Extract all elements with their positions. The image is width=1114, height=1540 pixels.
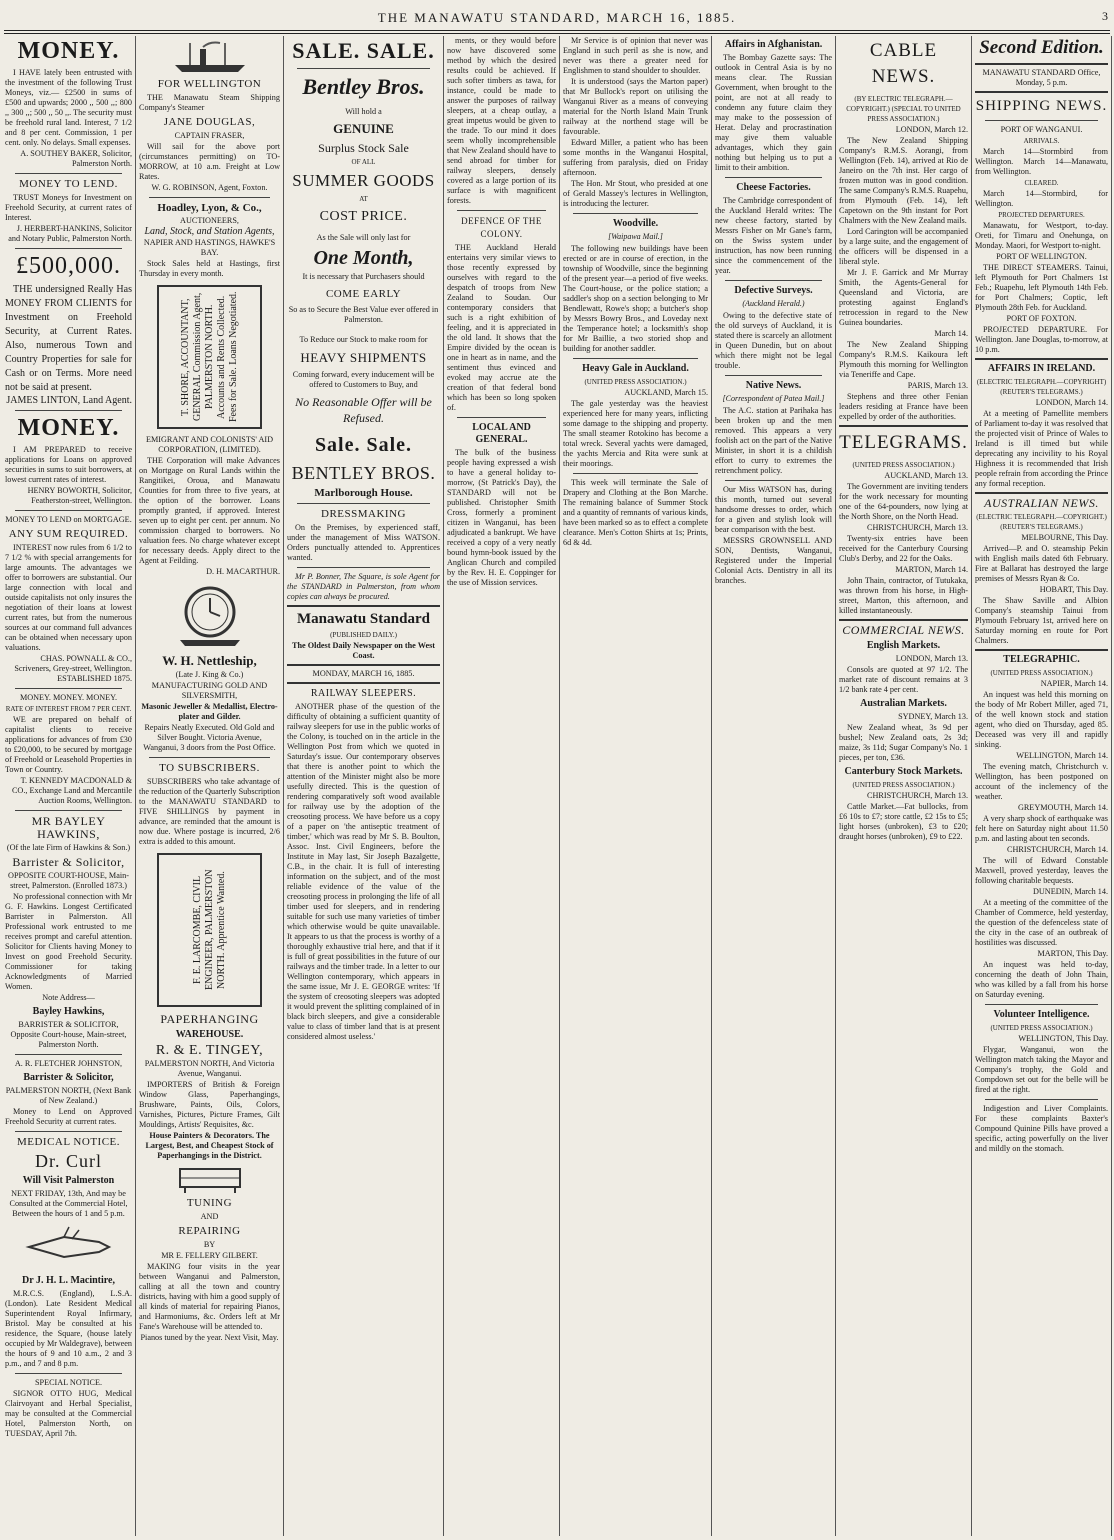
- money2-heading: MONEY.: [17, 415, 120, 441]
- ireland-subheading: (ELECTRIC TELEGRAPH.—COPYRIGHT) (REUTER'S TELEGRAMS.): [976, 378, 1107, 396]
- heavy-gale-text: The gale yesterday was the heaviest experienced here for many years, inflicting some damage to the shipping and property. The small steamer Rotokino has become a total wreck. Several yachts were damaged, the yachts Mercia and Rita were sunk at their moorings.: [563, 399, 708, 468]
- ship-heading: FOR WELLINGTON: [157, 78, 262, 90]
- tele-text: The Government are inviting tenders for the work necessary for mounting one of the 64-pounders, now lying at the North Shore, on the North Head.: [839, 482, 968, 521]
- defect-subheading: (Auckland Herald.): [742, 299, 805, 308]
- tuning-end: Pianos tuned by the year. Next Visit, May.: [140, 1333, 279, 1342]
- cheese-text: The Cambridge correspondent of the Auckland Herald writes: The new cheese factory, started by Messrs Fisher on Mr Gane's farm, on the Swiss system under instruction, has now been running since the commencement of the year.: [715, 196, 832, 275]
- tele-subheading: (UNITED PRESS ASSOCIATION.): [852, 461, 955, 469]
- tuning-text: MAKING four visits in the year between Wanganui and Palmerston, calling at all the town and country districts, having with him a good supply of all kinds of material for repairing Pianos, and Harmoniums, &c. Orders left at Mr Fane's Warehouse will be attended to.: [139, 1262, 280, 1331]
- purchase-text: It is necessary that Purchasers should: [302, 272, 425, 281]
- local-text: The bulk of the business people having expressed a wish to have a general holiday to-morrow, (St Patrick's Day), the STANDARD will not be published. Christopher Smith Cross, formerly a prominent citizen in Wanganui, has been adjudicated a bankrupt. We have received a copy of a very neatly bound hymn-book issued by the Anglican Church and compiled by the Rev. H. E. Coppinger for the use of Mission services.: [447, 448, 556, 587]
- nettle-heading: W. H. Nettleship,: [162, 653, 257, 668]
- tele-heading: TELEGRAMS.: [839, 432, 968, 453]
- col5-text-a: Mr Service is of opinion that never was England in such peril as she is now, and never was there a greater need for Englishmen to stand shoulder to shoulder.: [563, 36, 708, 75]
- telegraphic-place-5: DUNEDIN, March 14.: [1032, 887, 1108, 896]
- masthead: [0, 0, 1114, 30]
- native-text: The A.C. station at Parihaka has been broken up and the men removed. This appears a very foolish act on the part of the Native Minister, in short it is a childish effort to curry to extremes the retrenchment policy.: [715, 406, 832, 475]
- defence-text: THE Auckland Herald entertains very similar views to those recently expressed by ourselves with regard to the despatch of troops from New Zealand to Soudan. Our contemporary considers that such is a right exhibition of feeling, and it is appreciated in the old land. It shows that the Empire divided by the ocean is one in heart as in name, and the sentiment thus evinced and evoked may accrue ate the creation of that federal bond which has been so long spoken of.: [447, 243, 556, 412]
- defect-heading: Defective Surveys.: [734, 285, 813, 296]
- month-label: One Month,: [313, 247, 414, 269]
- tingey-heading: R. & E. TINGEY,: [155, 1043, 264, 1058]
- summer-label: SUMMER GOODS: [292, 171, 435, 190]
- cleared-text: March 14—Stormbird, for Wellington.: [975, 189, 1108, 208]
- masthead-rule-2: [4, 33, 1110, 34]
- volunteer-subheading: (UNITED PRESS ASSOCIATION.): [990, 1024, 1093, 1032]
- paper-name: Manawatu Standard: [297, 611, 430, 627]
- tele-place-2: CHRISTCHURCH, March 13.: [867, 523, 968, 532]
- divider: [287, 605, 440, 607]
- aus-news-subheading: (ELECTRIC TELEGRAPH.—COPYRIGHT.) (REUTER'S TELEGRAMS.): [976, 513, 1107, 531]
- telegraphic-text-5: At a meeting of the committee of the Chamber of Commerce, held yesterday, the question of the defenceless state of the city in the case of an outbreak of hostilities was discussed.: [975, 898, 1108, 947]
- afghan-text: The Bombay Gazette says: The outlook in Central Asia is by no means clear. The Russian Government, when brought to the point, are not at all ready to condemn any future claim they may make to the possession of Herat. Delay and procrastination may give them valuable advantages, which they gain nothing but helping us to put a limit to their ambition.: [715, 53, 832, 172]
- money-heading: MONEY.: [17, 38, 120, 64]
- divider: [15, 173, 122, 174]
- cable-subheading: (BY ELECTRIC TELEGRAPH.—COPYRIGHT.) (SPECIAL TO UNITED PRESS ASSOCIATION.): [846, 95, 961, 123]
- tele-place-3: MARTON, March 14.: [895, 565, 968, 574]
- eng-place: LONDON, March 13.: [895, 654, 968, 663]
- sale-heading: SALE. SALE.: [292, 38, 435, 63]
- hoadley-subheading-2: Land, Stock, and Station Agents,: [144, 226, 275, 237]
- port-wellington-heading: PORT OF WELLINGTON.: [996, 252, 1087, 261]
- divider: [457, 210, 546, 211]
- ireland-text: At a meeting of Parnellite members of Parliament to-day it was resolved that the projected visit of Prince of Wales to Ireland is ill timed but while deprecating any incivility to his Royal Highness it is recommended that Irish people refrain from according the Prince any formal reception.: [975, 409, 1108, 488]
- shore-ad-text: T. SHORE, ACCOUNTANT, GENERAL Commission Agent, PALMERSTON NORTH. Accounts and Rents Collected. Fees for Sale. Loans Negotiated.: [179, 291, 239, 423]
- come-early-label: COME EARLY: [325, 288, 402, 300]
- divider: [297, 68, 430, 69]
- secure-text: So as to Secure the Best Value ever offered in Palmerston.: [288, 305, 439, 324]
- bentley-heading: Bentley Bros.: [302, 74, 425, 99]
- telegraphic-place-6: MARTON, This Day.: [1037, 949, 1108, 958]
- col5-text-d: The Hon. Mr Stout, who presided at one of Gerald Massey's lectures in Wellington, is introducing the lecturer.: [563, 179, 708, 208]
- bayley-heading: MR BAYLEY HAWKINS,: [31, 814, 106, 841]
- tele-text-3: John Thain, contractor, of Tutukaka, was thrown from his horse, in High-street, Marton, this afternoon, and killed instantaneously.: [839, 576, 968, 615]
- surplus-label: Surplus Stock Sale: [318, 141, 409, 155]
- lend-heading: MONEY TO LEND.: [19, 178, 118, 190]
- projected-label: PROJECTED DEPARTURES.: [998, 211, 1085, 219]
- cable-place-3: PARIS, March 13.: [907, 381, 968, 390]
- divider: [15, 510, 122, 511]
- tuning-heading: TUNING: [186, 1197, 233, 1209]
- dress-text: On the Premises, by experienced staff, under the management of Miss WATSON. Orders punctually attended to. Apprentices wanted.: [287, 523, 440, 562]
- bayley-subheading: (Of the late Firm of Hawkins & Son.): [6, 843, 131, 852]
- divider: [15, 810, 122, 811]
- heavy-gale-place: AUCKLAND, March 15.: [624, 388, 708, 397]
- second-edition-heading: Second Edition.: [979, 37, 1104, 58]
- cost-label: COST PRICE.: [319, 209, 408, 224]
- cable-text: The New Zealand Shipping Company's R.M.S. Aorangi, from Wellington (Feb. 14), arrived at Rio de Janeiro on the 7th inst. Her cargo of frozen mutton was in good condition. The same Company's R.M.S. Ruapehu, from Plymouth (Feb. 14), left Capetown on the 9th instant for Port Chalmers with the New Zealand mails.: [839, 136, 968, 225]
- paper-subheading: WAREHOUSE.: [175, 1029, 244, 1040]
- ship-name: JANE DOUGLAS,: [163, 116, 256, 128]
- piano-icon: [175, 1164, 245, 1194]
- native-heading: Native News.: [745, 380, 802, 391]
- clock-illustration: [160, 580, 260, 650]
- special-text: SIGNOR OTTO HUG, Medical Clairvoyant and Herbal Specialist, may be consulted at the Commercial Hotel, Palmerston North, on TUESDAY, April 7th.: [5, 1389, 132, 1438]
- bayley-text: No professional connection with Mr G. F. Hawkins. Longest Certificated Barrister in Palmerston. All Professional work entrusted to me receives prompt and careful attention. Solicitor for Clients having Money to Invest on good Freehold Security. Commissioner for taking Acknowledgments of Married Women.: [5, 892, 132, 991]
- linton-text: THE undersigned Really Has MONEY FROM CLIENTS for Investment on Freehold Security, at Current Rates. Also, numerous Town and Country Properties for sale for Cash or on Terms. More need not be said at present.: [5, 284, 132, 393]
- bentley-text: Will hold a: [345, 107, 382, 116]
- port-wellington-text: THE DIRECT STEAMERS. Tainui, left Plymouth for Port Chalmers 1st Feb.; Ruapehu, left Plymouth 14th Feb. for Port Chalmers; Coptic, left Plymouth 28th Feb. for Auckland.: [975, 263, 1108, 312]
- mmm-text: WE are prepared on behalf of capitalist clients to receive applications for advances of from £30 to £20,000, to be secured by mortgage of Freehold or Leasehold Properties in Town or Country.: [5, 715, 132, 774]
- tuning-name: MR E. FELLERY GILBERT.: [161, 1251, 258, 1260]
- telegraphic-place-4: CHRISTCHURCH, March 14.: [1007, 845, 1108, 854]
- ship-captain: CAPTAIN FRASER,: [174, 131, 245, 140]
- medical-heading: MEDICAL NOTICE.: [16, 1136, 121, 1148]
- col4-text-a: ments, or they would before now have discovered some method by which the desired results could be achieved. If such softer timbers as tawa, for instance, could be made to answer the purposes of railway sleepers, at a cheap outlay, a great impetus would be given to the trade. To our mind it does seem wholly incomprehensible that New Zealand should have to send abroad for timber for railway sleepers, densely covered as a large portion of its surface is with magnificent forests.: [447, 36, 556, 205]
- divider: [975, 492, 1108, 494]
- col5-text-c: Edward Miller, a patient who has been some months in the Wanganui Hospital, suffering from paralysis, died on Friday afternoon.: [563, 138, 708, 177]
- divider: [985, 1004, 1098, 1005]
- lend-signature: J. HERBERT-HANKINS, Solicitor and Notary Public, Palmerston North.: [8, 224, 132, 243]
- money-signature: A. SOUTHEY BAKER, Solicitor, Palmerston North.: [20, 149, 132, 168]
- cant-text: Cattle Market.—Fat bullocks, from £6 10s to £7; store cattle, £2 15s to £5; light horses (unbroken), £3 to £20; draught horses (unbroken), £9 to £22.: [839, 802, 968, 841]
- marlborough-label: Marlborough House.: [314, 487, 413, 499]
- reduce-text: To Reduce our Stock to make room for: [299, 335, 428, 344]
- mortgage-heading: MONEY TO LEND on MORTGAGE.: [5, 515, 132, 524]
- telegraphic-subheading: (UNITED PRESS ASSOCIATION.): [990, 669, 1093, 677]
- eng-heading: English Markets.: [866, 640, 941, 651]
- native-subheading: [Correspondent of Patea Mail.]: [722, 394, 825, 403]
- afghan-heading: Affairs in Afghanistan.: [724, 39, 823, 50]
- curl-heading: Dr. Curl: [34, 1151, 102, 1171]
- cable-text-3: Mr J. F. Garrick and Mr Murray Smith, the Agents-General for Queensland and Victoria, are protesting against England's retrocession in regard to the New Guinea boundaries.: [839, 268, 968, 327]
- fletcher-subheading: Barrister & Solicitor,: [23, 1072, 114, 1083]
- page-number: 3: [1102, 9, 1108, 23]
- divider: [725, 480, 822, 481]
- bayley-firm-address: BARRISTER & SOLICITOR, Opposite Court-house, Main-street, Palmerston North.: [10, 1020, 127, 1049]
- comm-heading: COMMERCIAL NEWS.: [842, 623, 965, 637]
- arrivals-label: ARRIVALS.: [1023, 137, 1060, 145]
- divider: [573, 213, 698, 214]
- divider: [839, 619, 968, 621]
- column-1: [2, 36, 136, 1536]
- wood-subheading: [Waipawa Mail.]: [608, 232, 663, 241]
- nettle-text-2: Masonic Jeweller & Medallist, Electro-plater and Gilder.: [141, 702, 278, 721]
- subs-text: SUBSCRIBERS who take advantage of the reduction of the Quarterly Subscription to the MANAWATU STANDARD to FIVE SHILLINGS by payment in advance, are reminded that the amount is now due. Where postage is incurred, 2/6 extra is added to this amount.: [139, 777, 280, 846]
- curl-subheading: Will Visit Palmerston: [22, 1175, 115, 1186]
- subs-heading: TO SUBSCRIBERS.: [159, 762, 260, 774]
- mac-text: M.R.C.S. (England), L.S.A. (London). Late Resident Medical Superintendent Royal Infirmary, Bristol. May be consulted at his residence, the Square, (house lately occupied by Mr Waldegrave), between the hours of 9 and 10 a.m., 2 and 3 p.m., and 7 and 8 p.m.: [5, 1289, 132, 1368]
- bayley-note: Note Address—: [42, 993, 95, 1002]
- nettle-text: MANUFACTURING GOLD AND SILVERSMITH,: [151, 681, 268, 700]
- indigestion-text: Indigestion and Liver Complaints. For these complaints Baxter's Compound Quinine Pills have proved a specific, acting powerfully on the liver and mildly on the stomach.: [975, 1104, 1108, 1153]
- mac-heading: Dr J. H. L. Macintire,: [22, 1275, 115, 1286]
- hoadley-heading: Hoadley, Lyon, & Co.,: [157, 202, 262, 214]
- projected-text: Manawatu, for Westport, to-day. Oreti, for Timaru and Onehunga, on Monday. Maori, for Westport to-night.: [975, 221, 1108, 250]
- divider: [297, 567, 430, 568]
- bayley-address: OPPOSITE COURT-HOUSE, Main-street, Palmerston. (Enrolled 1873.): [8, 871, 129, 890]
- eng-text: Consols are quoted at 97 1/2. The market rate of discount remains at 3 1/2 bank rate 4 per cent.: [839, 665, 968, 694]
- aus-news-place: MELBOURNE, This Day.: [1021, 533, 1108, 542]
- ship-text-2: Will sail for the above port (circumstances permitting) on TO-MORROW, at 10 a.m. Freight at Low Rates.: [139, 142, 280, 181]
- divider: [985, 120, 1098, 121]
- cable-text-2: Lord Carington will be accompanied by a large suite, and the engagement of the officers will be dispensed in a liberal style.: [839, 227, 968, 266]
- telegraphic-place: NAPIER, March 14.: [1040, 679, 1108, 688]
- aus-market-place: SYDNEY, March 13.: [898, 712, 968, 721]
- office-line: MANAWATU STANDARD Office, Monday, 5 p.m.: [982, 68, 1101, 87]
- hoadley-address: NAPIER AND HASTINGS, HAWKE'S BAY.: [143, 238, 276, 257]
- port-foxton-heading: PORT OF FOXTON.: [1006, 314, 1077, 323]
- tuning-repairing: REPAIRING: [178, 1225, 241, 1237]
- divider: [975, 91, 1108, 93]
- cable-place-2: March 14.: [934, 329, 968, 338]
- defence-heading: DEFENCE OF THE COLONY.: [461, 216, 542, 239]
- telegraphic-text-6: An inquest was held to-day, concerning the death of John Thain, who was killed by a fall from his horse on Saturday evening.: [975, 960, 1108, 999]
- sale-sale-label: Sale. Sale.: [314, 434, 413, 456]
- heavy-gale-heading: Heavy Gale in Auckland.: [582, 363, 689, 374]
- rail-text: ANOTHER phase of the question of the difficulty of obtaining a sufficient quantity of railway sleepers for use in the public works of the Colony, is touched on in the article in the Wellington Post from which we quoted in Saturday's issue. Our contemporary observes that there is another point to which the attention of the Minister might also be more usefully directed. This is the question of rendering comparatively soft wood available for railway use by the adoption of the creosoting process. We have before us a copy of a paper on 'the antiseptic treatment of timber,' which was read by Mr S. B. Boulton, Assoc. Inst. Civil Engineers, before the Institute in May last, Sir Joseph Bazalgette, C.B., in the chair. It is full of interesting information on the subject, and of the most reliable evidence of the value of the creosoting process in prolonging the life of all timber used for sleepers, and in rendering suitable for such use many varieties of timber which otherwise would be quite unavailable. It appears to us that the process is worthy of a thoroughly exhaustive trial here, and that if it is full of great possibilities in the future of our railways and the timber trade. In a letter to our Wellington contemporary, which appears in the same issue, Mr J. E. GEORGE writes: 'If the system of creosoting sleepers was adopted it would prevent the splitting complained of in black birch sleepers, and give a considerable value to class of timber land that is at present considered almost useless.': [287, 702, 440, 1041]
- divider: [287, 664, 440, 666]
- divider: [725, 177, 822, 178]
- curl-text: NEXT FRIDAY, 13th, And may be Consulted at the Commercial Hotel, Between the hours of 1 and 5 p.m.: [9, 1189, 128, 1218]
- divider: [15, 410, 122, 411]
- heavy-gale-subheading: (UNITED PRESS ASSOCIATION.): [584, 378, 687, 386]
- cleared-label: CLEARED.: [1024, 179, 1059, 187]
- shipping-heading: SHIPPING NEWS.: [975, 98, 1108, 114]
- bentley-bros-label: BENTLEY BROS.: [291, 463, 436, 483]
- masthead-rule: [4, 30, 1110, 31]
- divider: [15, 688, 122, 689]
- divider: [149, 757, 270, 758]
- at-label: AT: [359, 195, 368, 203]
- month-text: As the Sale will only last for: [316, 233, 411, 242]
- column-7: [836, 36, 972, 1536]
- mmm-heading: MONEY. MONEY. MONEY.: [19, 693, 118, 702]
- coming-text: Coming forward, every inducement will be offered to Customers to Buy, and: [292, 370, 435, 389]
- agent-note: Mr P. Bonner, The Square, is sole Agent for the STANDARD in Palmerston, from whom copies can always be procured.: [287, 572, 440, 601]
- cant-subheading: (UNITED PRESS ASSOCIATION.): [852, 781, 955, 789]
- port-wanganui-heading: PORT OF WANGANUI.: [1000, 125, 1083, 134]
- emig-text: THE Corporation will make Advances on Mortgage on Rural Lands within the Rangitikei, Oroua, and Manawatu Counties for from three to five years, at the option of the borrower. Loans promptly granted, if approved. Interest seven up to eight per cent. per annum. No commission charged to borrowers. No valuation fees. No charge whatever except for necessary deeds. Apply direct to the Agent at Feilding.: [139, 456, 280, 565]
- wood-heading: Woodville.: [612, 218, 659, 229]
- money-text: I HAVE lately been entrusted with the investment of the following Trust Moneys, viz.— £2500 in sums of £500 and upwards; 2000 ,, 500 ,,; 800 ,, 300 ,,; 500 ,, 50 ,,. The security must be freehold rural land. Interest, 7 1/2 and 8 per cent. Commission, 1 per cent. only. No delays. Small expenses.: [5, 68, 132, 147]
- tele-place: AUCKLAND, March 13.: [884, 471, 968, 480]
- aus-news-place-2: HOBART, This Day.: [1039, 585, 1108, 594]
- dentist-text: MESSRS GROWNSELL AND SON, Dentists, Wanganui, Registered under the Imperial Colonial Acts. Dentistry in all its branches.: [715, 536, 832, 585]
- volunteer-heading: Volunteer Intelligence.: [993, 1009, 1090, 1020]
- ship-signature: W. G. ROBINSON, Agent, Foxton.: [151, 183, 268, 192]
- cable-place: LONDON, March 12.: [895, 125, 968, 134]
- column-3: [284, 36, 444, 1536]
- telegraphic-text-3: A very sharp shock of earthquake was felt here on Saturday night about 11.50 p.m. and lasting about ten seconds.: [975, 814, 1108, 843]
- col5-last-text: This week will terminate the Sale of Drapery and Clothing at the Bon Marche. The remaining balance of Summer Stock and a quantity of remnants of various kinds, have been marked so as to effect a complete clearance. Men's Cotton Shirts at 1s; Prints, 6d & 4d.: [563, 478, 708, 547]
- ship-text: THE Manawatu Steam Shipping Company's Steamer: [139, 93, 280, 112]
- ireland-heading: AFFAIRS IN IRELAND.: [987, 363, 1096, 374]
- emig-signature: D. H. MACARTHUR.: [206, 567, 280, 576]
- masthead-title: THE MANAWATU STANDARD, MARCH 16, 1885.: [377, 10, 737, 25]
- telegraphic-place-3: GREYMOUTH, March 14.: [1017, 803, 1108, 812]
- money2-signature: HENRY BOWORTH, Solicitor, Featherston-street, Wellington.: [27, 486, 132, 505]
- divider: [15, 1131, 122, 1132]
- column-5: [560, 36, 712, 1536]
- volunteer-place: WELLINGTON, This Day.: [1018, 1034, 1108, 1043]
- column-8: [972, 36, 1112, 1536]
- defect-text: Owing to the defective state of the old surveys of Auckland, it is stated there is scarcely an allotment in Queen Dunedin, but on about which there might not be legal trouble.: [715, 311, 832, 370]
- aus-news-text-2: The Shaw Saville and Albion Company's steamship Tainui from Plymouth February 1st, arrived here on Saturday morning en route for Port Chalmers.: [975, 596, 1108, 645]
- required-signature: CHAS. POWNALL & CO., Scriveners, Grey-street, Wellington. ESTABLISHED 1875.: [14, 654, 132, 683]
- of-all-label: OF ALL: [351, 158, 376, 166]
- lend-text: TRUST Moneys for Investment on Freehold Security, at current rates of Interest.: [5, 193, 132, 222]
- arrivals-text: March 14—Stormbird from Wellington. March 14—Manawatu, from Wellington.: [975, 147, 1108, 176]
- nettle-text-3: Repairs Neatly Executed. Old Gold and Silver Bought. Victoria Avenue, Wanganui, 3 doors from the Post Office.: [143, 723, 276, 752]
- wood-text: The following new buildings have been erected or are in course of erection, in the township of Woodville, since the beginning of the present year—a period of five weeks. The Court-house, or the police station; a saddler's shop on a section belonging to Mr Bendlewatt, Rowe's shop; a butcher's shop by Messrs Bowry Bros., and Loveday next the Temperance hotel; a locksmith's shop for Mr Baillie, a two storied shop and building for another saddler.: [563, 244, 708, 353]
- col6-bottom-text: Our Miss WATSON has, during this month, turned out several handsome dresses to order, which for a given and stylish look will bear comparison with the best.: [715, 485, 832, 534]
- fletcher-address: PALMERSTON NORTH, (Next Bank of New Zealand.): [5, 1086, 132, 1105]
- column-4: [444, 36, 560, 1536]
- special-heading: SPECIAL NOTICE.: [34, 1378, 102, 1387]
- aus-market-text: New Zealand wheat, 3s 9d per bushel; New Zealand oats, 2s 3d; maize, 3s 11d; Sugar Company's No. 1 pieces, per ton, £36.: [839, 723, 968, 762]
- cable-text-4: The New Zealand Shipping Company's R.M.S. Kaikoura left Plymouth this morning for Wellington via Teneriffe and Cape.: [839, 340, 968, 379]
- nettle-subheading: (Late J. King & Co.): [175, 670, 244, 679]
- hand-pointing-icon: [24, 1222, 114, 1272]
- bayley-firm: Bayley Hawkins,: [32, 1006, 105, 1017]
- tingey-text-2: House Painters & Decorators. The Largest, Best, and Cheapest Stock of Paperhangings in the District.: [145, 1131, 274, 1160]
- fletcher-text: Money to Lend on Approved Freehold Security at current rates.: [5, 1107, 132, 1126]
- column-6: [712, 36, 836, 1536]
- cable-heading: CABLE NEWS.: [869, 40, 938, 87]
- hoadley-subheading: AUCTIONEERS,: [180, 216, 239, 225]
- divider: [725, 375, 822, 376]
- column-2: [136, 36, 284, 1536]
- tingey-text: IMPORTERS of British & Foreign Window Glass, Paperhangings, Brushware, Paints, Oils, Colors, Varnishes, Pictures, Picture Frames, Gilt Mouldings, Artists' Requisites, &c.: [139, 1080, 280, 1129]
- paper-published: (PUBLISHED DAILY.): [330, 631, 397, 639]
- rail-heading: RAILWAY SLEEPERS.: [310, 688, 417, 699]
- larcombe-ad-text: F. E. LARCOMBE, CIVIL ENGINEER, PALMERSTON NORTH. Apprentice Wanted.: [191, 869, 227, 991]
- divider: [839, 425, 968, 427]
- genuine-label: GENUINE: [333, 121, 394, 136]
- hoadley-text: Stock Sales held at Hastings, first Thursday in every month.: [139, 259, 280, 278]
- divider: [287, 682, 440, 684]
- cheese-heading: Cheese Factories.: [736, 182, 811, 193]
- divider: [985, 1099, 1098, 1100]
- mmm-subheading: RATE OF INTEREST FROM 7 PER CENT.: [5, 705, 132, 713]
- no-offer-label: No Reasonable Offer will be Refused.: [295, 395, 432, 425]
- aus-market-heading: Australian Markets.: [860, 698, 947, 709]
- cant-heading: Canterbury Stock Markets.: [844, 766, 963, 777]
- bayley-heading-2: Barrister & Solicitor,: [12, 855, 125, 869]
- divider: [573, 358, 698, 359]
- local-heading: LOCAL AND GENERAL.: [472, 422, 531, 445]
- divider: [975, 63, 1108, 65]
- larcombe-ad-box: [157, 853, 262, 1007]
- divider: [975, 649, 1108, 651]
- telegraphic-text: An inquest was held this morning on the body of Mr Robert Miller, aged 71, of the well known stock and station agent, who died on Thursday, aged 85. Deceased was very ill and rapidly sinking.: [975, 690, 1108, 749]
- telegraphic-place-2: WELLINGTON, March 14.: [1016, 751, 1108, 760]
- telegraphic-text-4: The will of Edward Constable Maxwell, proved yesterday, leaves the following charitable bequests.: [975, 856, 1108, 885]
- aus-news-heading: AUSTRALIAN NEWS.: [984, 496, 1099, 510]
- ireland-place: LONDON, March 14.: [1035, 398, 1108, 407]
- dress-heading: DRESSMAKING: [321, 508, 406, 520]
- date-line: MONDAY, MARCH 16, 1885.: [312, 669, 415, 678]
- divider: [15, 1054, 122, 1055]
- telegraphic-text-2: The evening match, Christchurch v. Wellington, has been postponed on account of the inclemency of the weather.: [975, 762, 1108, 801]
- paper-tagline: The Oldest Daily Newspaper on the West Coast.: [292, 641, 435, 660]
- cant-place: CHRISTCHURCH, March 13.: [867, 791, 968, 800]
- paper-heading: PAPERHANGING: [160, 1012, 259, 1026]
- divider: [15, 1373, 122, 1374]
- shore-ad-box: [157, 285, 262, 429]
- linton-signature: JAMES LINTON, Land Agent.: [6, 395, 132, 406]
- tingey-address: PALMERSTON NORTH, And Victoria Avenue, Wanganui.: [144, 1059, 275, 1078]
- fletcher-heading: A. R. FLETCHER JOHNSTON,: [14, 1059, 123, 1068]
- divider: [573, 473, 698, 474]
- cable-text-5: Stephens and three other Fenian leaders residing at France have been expelled by order of the authorities.: [839, 392, 968, 421]
- volunteer-text: Flygar, Wanganui, won the Wellington match taking the Mayor and Company's trophy, the Gold and Compdown set out for the belle will be fired at the right.: [975, 1045, 1108, 1094]
- divider: [975, 358, 1108, 360]
- heavy-label: HEAVY SHIPMENTS: [300, 350, 427, 365]
- aus-news-text: Arrived—P. and O. steamship Pekin with English mails dated 6th February. Fire at Ballarat has destroyed the large premises of Messrs Ryan & Co.: [975, 544, 1108, 583]
- col5-text-b: It is understood (says the Marton paper) that Mr Bullock's report on utilising the Wanganui River as a means of conveying material for the North Island Main Trunk railway at the northend stage will be favourable.: [563, 77, 708, 136]
- telegraphic-heading: TELEGRAPHIC.: [1003, 654, 1080, 665]
- divider: [149, 197, 270, 198]
- money2-text: I AM PREPARED to receive applications for Loans on approved securities in sums to suit borrowers, at lowest current rates of interest.: [5, 445, 132, 484]
- tuning-by: BY: [203, 1240, 216, 1249]
- big-sum: £500,000.: [16, 253, 121, 279]
- emig-heading: EMIGRANT AND COLONISTS' AID CORPORATION, (LIMITED).: [145, 435, 274, 454]
- divider: [297, 503, 430, 504]
- divider: [457, 417, 546, 418]
- required-text: INTEREST now rules from 6 1/2 to 7 1/2 % with special arrangements for large amounts. The advantages we offer to borrowers are substantial. Our large connection with local and outside capitalists not only insures the negotiation of their loans at lowest current rates, but from the numerous sources at our command full advances can be obtained when necessary upon valuations.: [5, 543, 132, 652]
- required-heading: ANY SUM REQUIRED.: [8, 528, 129, 540]
- mmm-signature: T. KENNEDY MACDONALD & CO., Exchange Land and Mercantile Auction Rooms, Wellington.: [11, 776, 132, 805]
- divider: [15, 248, 122, 249]
- steamship-icon: [170, 39, 250, 75]
- tele-text-2: Twenty-six entries have been received for the Canterbury Coursing Club's Derby, and 22 for the Oaks.: [839, 534, 968, 563]
- divider: [725, 280, 822, 281]
- port-foxton-text: PROJECTED DEPARTURE. For Wellington. Jane Douglas, to-morrow, at 10 p.m.: [975, 325, 1108, 354]
- tuning-and: AND: [200, 1212, 219, 1221]
